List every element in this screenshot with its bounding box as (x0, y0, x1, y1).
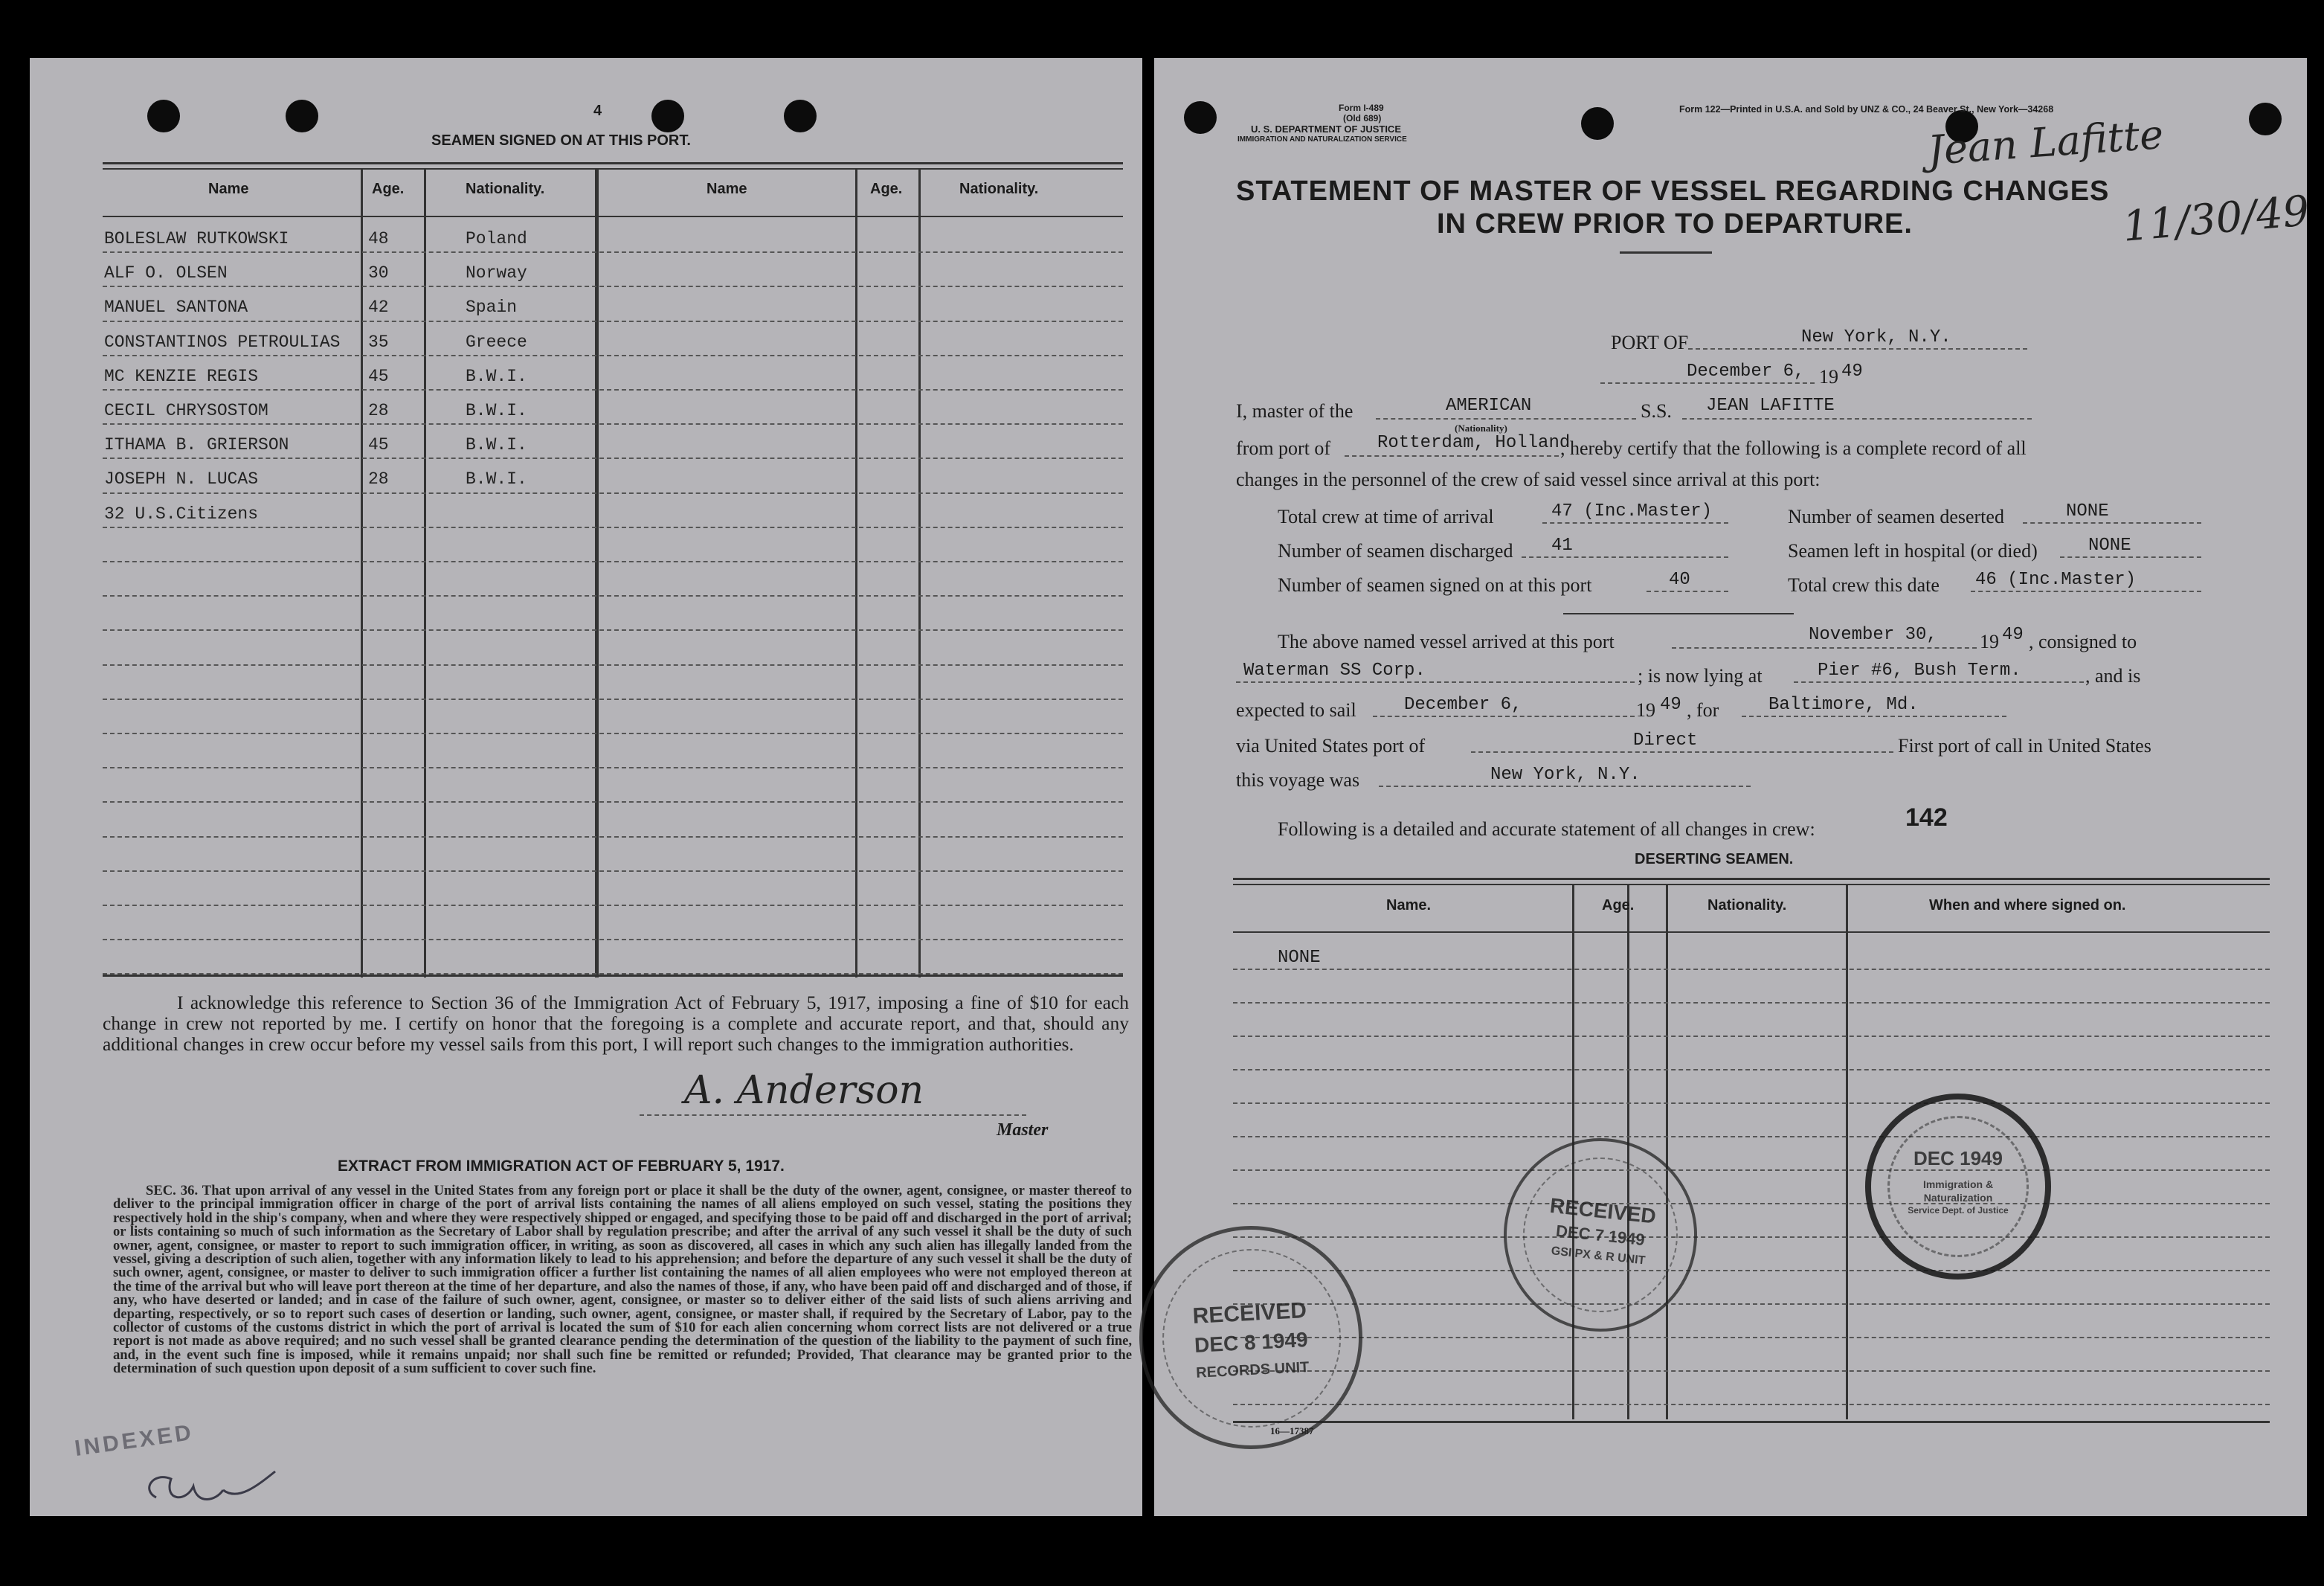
total-this-date-label: Total crew this date (1788, 574, 1940, 596)
deserting-col-age: Age. (1602, 897, 1635, 914)
from-port-value: Rotterdam, Holland (1377, 433, 1571, 453)
vessel-name: JEAN LAFITTE (1706, 396, 1835, 416)
certify-text: , hereby certify that the following is a complete record of all (1560, 437, 2027, 459)
seaman-nationality: Spain (466, 298, 518, 318)
hospital-value: NONE (2088, 536, 2131, 556)
punch-hole (147, 100, 180, 132)
deserting-title: DESERTING SEAMEN. (1635, 851, 1794, 867)
seaman-nationality: B.W.I. (466, 401, 527, 420)
following-label: Following is a detailed and accurate statement of all changes in crew: (1278, 818, 1815, 840)
seaman-name: BOLESLAW RUTKOWSKI (104, 229, 289, 248)
seaman-age: 45 (368, 435, 389, 455)
and-is-label: , and is (2085, 665, 2141, 687)
deserting-entry: NONE (1278, 948, 1321, 968)
left-page (30, 58, 1142, 1516)
discharged-value: 41 (1551, 536, 1573, 556)
seaman-nationality: Norway (466, 263, 527, 283)
signed-on-value: 40 (1669, 570, 1690, 590)
for-label: , for (1687, 699, 1719, 721)
total-crew-arrival-value: 47 (Inc.Master) (1551, 501, 1713, 521)
arrived-year-prefix: 19 (1980, 631, 1999, 652)
extract-title: EXTRACT FROM IMMIGRATION ACT OF FEBRUARY 5, 1917. (338, 1158, 785, 1175)
via-value: Direct (1633, 731, 1698, 751)
date-year: 49 (1841, 362, 1863, 382)
footer-code: 16—17387 (1270, 1425, 1314, 1436)
expected-value: December 6, (1404, 695, 1522, 715)
form-title-line2: IN CREW PRIOR TO DEPARTURE. (1437, 208, 1913, 240)
received-stamp-records: RECEIVED DEC 8 1949 RECORDS UNIT (1133, 1220, 1368, 1454)
first-port-label: First port of call in United States (1898, 735, 2151, 757)
punch-hole (1184, 101, 1217, 134)
department-name: U. S. DEPARTMENT OF JUSTICE (1251, 123, 1401, 135)
nationality-value: AMERICAN (1446, 396, 1532, 416)
expected-year-prefix: 19 (1636, 699, 1655, 721)
seaman-nationality: B.W.I. (466, 435, 527, 455)
hospital-label: Seamen left in hospital (or died) (1788, 540, 2038, 562)
extract-text: SEC. 36. That upon arrival of any vessel in the United States from any foreign port or place it shall be the duty of the owner, agent, consignee, or master thereof to deliver to the principal immigration officer in charge of the port of arrival lists containing the names of all aliens employed on such vessel, stating the positions they respectively hold in the ship's company, when and where they were respectively shipped or engaged, and specifying those to be paid off and discharged in the port of arrival; or lists containing so much of such information as the Secretary of Labor shall by regulation prescribe; and after the arrival of any such vessel it shall be the duty of such owner, agent, consignee, or master to report to such immigration officer, in writing, as soon as discovered, all cases in which any such alien has illegally landed from the vessel, giving a description of such alien, together with any information likely to lead to his apprehension; and before the departure of any such vessel it shall be the duty of such owner, agent, consignee, or master to deliver to such immigration officer a further list containing the names of all alien employees who were not employed thereon at the time of the arrival but who will leave port thereon at the time of her departure, and also the names of those, if any, who have been paid off and discharged and of those, if any, who have deserted or landed; and in case of the failure of such owner, agent, consignee, or master so to deliver either of the said lists of such aliens arriving and departing, respectively, or so to report such cases of desertion or landing, such owner, agent, consignee, or master shall, if required by the Secretary of Labor, pay to the collector of customs of the customs district in which the port of arrival is located the sum of $10 for each alien concerning whom correct lists are not delivered or a true report is not made as above required; and no such vessel shall be granted clearance pending the determination of the question of the liability to the payment of such fine, and, in the event such fine is imposed, while it remains unpaid; nor shall such fine be remitted or refunded; Provided, That clearance may be granted prior to the determination of such question upon deposit of a sum sufficient to cover such fine. (113, 1183, 1132, 1377)
seaman-nationality: B.W.I. (466, 366, 527, 386)
date-value: December 6, (1687, 362, 1805, 382)
seaman-age: 45 (368, 366, 389, 386)
service-name: IMMIGRATION AND NATURALIZATION SERVICE (1237, 135, 1407, 144)
changes-text: changes in the personnel of the crew of said vessel since arrival at this port: (1236, 469, 1821, 490)
lying-value: Pier #6, Bush Term. (1818, 661, 2021, 681)
col-header-name-2: Name (706, 181, 747, 197)
voyage-value: New York, N.Y. (1490, 765, 1641, 785)
section-title: SEAMEN SIGNED ON AT THIS PORT. (431, 132, 691, 149)
port-label: PORT OF (1611, 332, 1689, 353)
date-year-prefix: 19 (1819, 366, 1838, 388)
received-stamp-center: RECEIVED DEC 7 1949 GSI PX & R UNIT (1494, 1128, 1707, 1341)
seaman-age: 30 (368, 263, 389, 283)
voyage-label: this voyage was (1236, 769, 1360, 791)
form-number: Form I-489 (1339, 103, 1384, 113)
punch-hole (2249, 103, 2282, 135)
seaman-name: MC KENZIE REGIS (104, 366, 259, 386)
page-number: 4 (593, 103, 602, 119)
seaman-name: JOSEPH N. LUCAS (104, 469, 259, 489)
total-crew-arrival-label: Total crew at time of arrival (1278, 506, 1494, 527)
col-header-nationality: Nationality. (466, 181, 545, 197)
col-header-age: Age. (372, 181, 405, 197)
acknowledgement-text: I acknowledge this reference to Section 36 of the Immigration Act of February 5, 1917, imposing a fine of $10 for each change in crew not reported by me. I certify on honor that the foregoing is a complete and accurate report, and that, should any additional changes in crew occur before my vessel sails from this port, I will report such changes to the immigration authorities. (103, 992, 1129, 1055)
seaman-nationality: Greece (466, 332, 527, 352)
seaman-name: CECIL CHRYSOSTOM (104, 401, 268, 420)
seaman-nationality: Poland (466, 229, 527, 248)
ss-label: S.S. (1641, 400, 1672, 422)
deserted-label: Number of seamen deserted (1788, 506, 2004, 527)
punch-hole (651, 100, 684, 132)
expected-label: expected to sail (1236, 699, 1356, 721)
printer-note: Form 122—Printed in U.S.A. and Sold by UNZ & CO., 24 Beaver St., New York—34268 (1679, 104, 2054, 115)
col-header-nationality-2: Nationality. (959, 181, 1039, 197)
port-value: New York, N.Y. (1801, 327, 1951, 347)
citizens-note: 32 U.S.Citizens (104, 504, 259, 524)
arrived-year: 49 (2002, 625, 2024, 645)
seaman-name: ALF O. OLSEN (104, 263, 228, 283)
master-of-label: I, master of the (1236, 400, 1353, 422)
indexed-stamp: INDEXED (73, 1419, 196, 1462)
seaman-age: 28 (368, 469, 389, 489)
seaman-name: ITHAMA B. GRIERSON (104, 435, 289, 455)
changes-count: 142 (1905, 803, 1948, 832)
for-value: Baltimore, Md. (1768, 695, 1919, 715)
seaman-age: 35 (368, 332, 389, 352)
consigned-label: , consigned to (2029, 631, 2137, 652)
punch-hole (286, 100, 318, 132)
deserting-col-when-where: When and where signed on. (1929, 897, 2126, 914)
col-header-name: Name (208, 181, 249, 197)
via-label: via United States port of (1236, 735, 1426, 757)
right-page (1154, 58, 2311, 1516)
col-header-age-2: Age. (870, 181, 903, 197)
deserting-col-nationality: Nationality. (1707, 897, 1787, 914)
from-port-label: from port of (1236, 437, 1331, 459)
discharged-label: Number of seamen discharged (1278, 540, 1513, 562)
master-label: Master (997, 1120, 1049, 1140)
seaman-age: 28 (368, 401, 389, 420)
deserting-col-name: Name. (1386, 897, 1432, 914)
lying-label: ; is now lying at (1638, 665, 1763, 687)
punch-hole (784, 100, 817, 132)
total-this-date-value: 46 (Inc.Master) (1975, 570, 2137, 590)
form-old-number: (Old 689) (1343, 113, 1382, 123)
arrived-value: November 30, (1809, 625, 1937, 645)
handwritten-vessel-name: Jean Lafitte (1926, 111, 2165, 174)
form-title-line1: STATEMENT OF MASTER OF VESSEL REGARDING CHANGES (1236, 176, 2110, 207)
seaman-age: 48 (368, 229, 389, 248)
seaman-name: MANUEL SANTONA (104, 298, 248, 318)
signed-on-label: Number of seamen signed on at this port (1278, 574, 1592, 596)
master-signature: A. Anderson (684, 1068, 924, 1113)
consignee-value: Waterman SS Corp. (1243, 661, 1426, 681)
seaman-nationality: B.W.I. (466, 469, 527, 489)
handwritten-date: 11/30/49 (2120, 187, 2311, 251)
deserted-value: NONE (2066, 501, 2109, 521)
immigration-service-stamp: DEC 1949 Immigration & Naturalization Service Dept. of Justice (1865, 1094, 2051, 1280)
initials-mark (134, 1457, 283, 1524)
seaman-name: CONSTANTINOS PETROULIAS (104, 332, 341, 352)
arrived-label: The above named vessel arrived at this port (1278, 631, 1615, 652)
nationality-caption: (Nationality) (1455, 423, 1507, 434)
seaman-age: 42 (368, 298, 389, 318)
punch-hole (1581, 107, 1614, 140)
expected-year: 49 (1660, 695, 1681, 715)
